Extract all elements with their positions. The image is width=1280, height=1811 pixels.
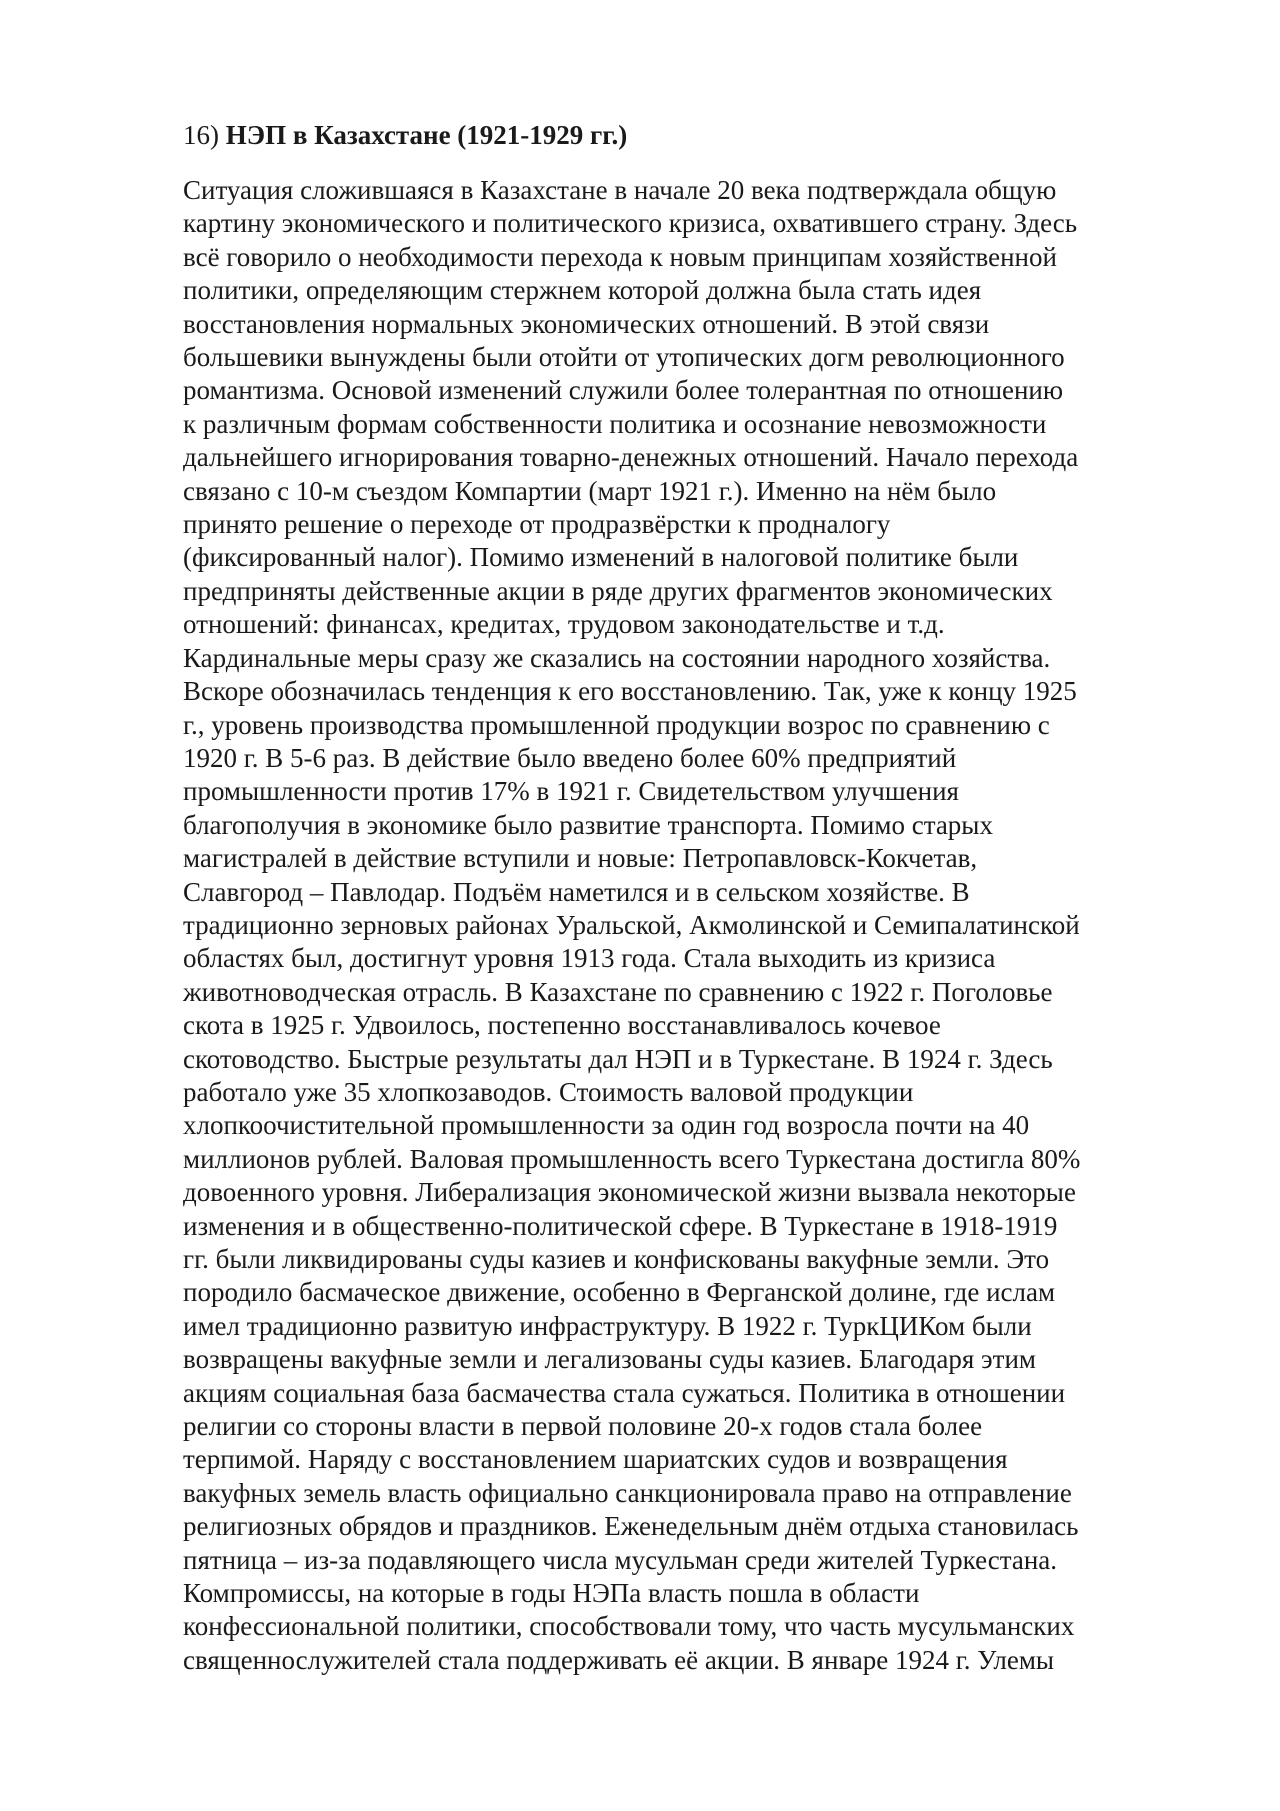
text-line: акциям социальная база басмачества стала сужаться. Политика в отношении xyxy=(183,1377,1066,1408)
text-line: терпимой. Наряду с восстановлением шариатских судов и возвращения xyxy=(183,1444,1008,1475)
text-line: скотоводство. Быстрые результаты дал НЭП и в Туркестане. В 1924 г. Здесь xyxy=(183,1043,1053,1074)
document-content xyxy=(183,118,1193,1677)
text-line: благополучия в экономике было развитие транспорта. Помимо старых xyxy=(183,809,993,840)
section-title: НЭП в Казахстане (1921-1929 гг.) xyxy=(225,120,628,150)
text-line: романтизма. Основой изменений служили более толерантная по отношению xyxy=(183,375,1064,406)
text-line: Вскоре обозначилась тенденция к его восстановлению. Так, уже к концу 1925 xyxy=(183,676,1077,707)
text-line: вакуфных земель власть официально санкционировала право на отправление xyxy=(183,1477,1072,1508)
section-number: 16) xyxy=(183,120,219,150)
text-line: работало уже 35 хлопкозаводов. Стоимость валовой продукции xyxy=(183,1076,914,1107)
text-line: пятница – из-за подавляющего числа мусульман среди жителей Туркестана. xyxy=(183,1544,1058,1575)
text-line: гг. были ликвидированы суды казиев и конфискованы вакуфные земли. Это xyxy=(183,1244,1050,1274)
text-line: священнослужителей стала поддерживать её акции. В январе 1924 г. Улемы xyxy=(183,1644,1055,1675)
text-line: хлопкоочистительной промышленности за один год возросла почти на 40 xyxy=(183,1110,1030,1141)
text-line: отношений: финансах, кредитах, трудовом законодательстве и т.д. xyxy=(183,609,945,640)
text-line: картину экономического и политического кризиса, охватившего страну. Здесь xyxy=(183,208,1078,239)
text-line: возвращены вакуфные земли и легализованы суды казиев. Благодаря этим xyxy=(183,1344,1036,1375)
text-line: традиционно зерновых районах Уральской, Акмолинской и Семипалатинской xyxy=(183,909,1080,940)
text-line: связано с 10-м съездом Компартии (март 1921 г.). Именно на нём было xyxy=(183,475,997,506)
text-line: промышленности против 17% в 1921 г. Свидетельством улучшения xyxy=(183,776,959,807)
text-line: Компромиссы, на которые в годы НЭПа власть пошла в области xyxy=(183,1578,920,1609)
text-line: магистралей в действие вступили и новые: Петропавловск-Кокчетав, xyxy=(183,843,978,874)
text-line: принято решение о переходе от продразвёрстки к продналогу xyxy=(183,509,891,540)
text-line: Славгород – Павлодар. Подъём наметился и в сельском хозяйстве. В xyxy=(183,876,970,907)
text-line: конфессиональной политики, способствовали тому, что часть мусульманских xyxy=(183,1611,1075,1642)
text-line: изменения и в общественно-политической сфере. В Туркестане в 1918-1919 xyxy=(183,1210,1058,1241)
text-line: породило басмаческое движение, особенно в Ферганской долине, где ислам xyxy=(183,1277,1056,1308)
text-line: политики, определяющим стержнем которой должна была стать идея xyxy=(183,275,982,306)
text-line: всё говорило о необходимости перехода к новым принципам хозяйственной xyxy=(183,241,1057,272)
text-line: довоенного уровня. Либерализация экономической жизни вызвала некоторые xyxy=(183,1177,1076,1208)
text-line: религии со стороны власти в первой половине 20-х годов стала более xyxy=(183,1411,983,1442)
text-line: имел традиционно развитую инфраструктуру. В 1922 г. ТуркЦИКом были xyxy=(183,1310,1032,1341)
body-paragraph xyxy=(183,174,1193,1677)
text-line: восстановления нормальных экономических отношений. В этой связи xyxy=(183,308,990,339)
text-line: скота в 1925 г. Удвоилось, постепенно восстанавливалось кочевое xyxy=(183,1010,941,1041)
text-line: религиозных обрядов и праздников. Еженедельным днём отдыха становилась xyxy=(183,1511,1079,1542)
text-line: (фиксированный налог). Помимо изменений в налоговой политике были xyxy=(183,542,1019,573)
text-line: Ситуация сложившаяся в Казахстане в начале 20 века подтверждала общую xyxy=(183,175,1057,205)
text-line: областях был, достигнут уровня 1913 года. Стала выходить из кризиса xyxy=(183,943,996,974)
text-line: г., уровень производства промышленной продукции возрос по сравнению с xyxy=(183,709,1050,740)
text-line: предприняты действенные акции в ряде других фрагментов экономических xyxy=(183,575,1053,606)
text-line: к различным формам собственности политика и осознание невозможности xyxy=(183,408,1047,439)
text-line: животноводческая отрасль. В Казахстане по сравнению с 1922 г. Поголовье xyxy=(183,976,1053,1007)
text-line: 1920 г. В 5-6 раз. В действие было введено более 60% предприятий xyxy=(183,742,957,773)
text-line: дальнейшего игнорирования товарно-денежных отношений. Начало перехода xyxy=(183,442,1079,473)
text-line: Кардинальные меры сразу же сказались на состоянии народного хозяйства. xyxy=(183,642,1051,673)
section-heading xyxy=(183,118,1193,152)
text-line: большевики вынуждены были отойти от утопических догм революционного xyxy=(183,342,1065,373)
text-line: миллионов рублей. Валовая промышленность всего Туркестана достигла 80% xyxy=(183,1143,1081,1174)
